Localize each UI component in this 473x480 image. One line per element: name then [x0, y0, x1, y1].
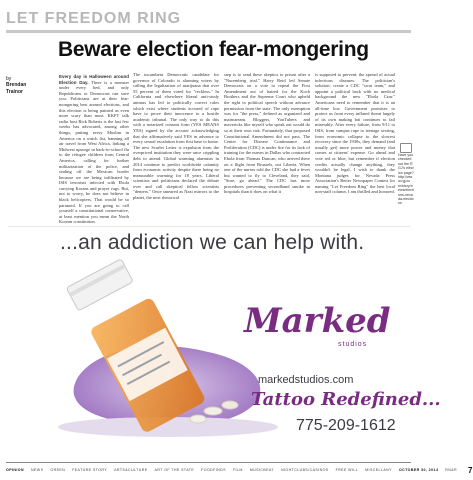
footer-nav-foodfinds[interactable]: FOODFINDS — [201, 468, 226, 472]
sidebar-note[interactable]: Have you checked out the RGJ's election page? http://www.rgj.com/story/news/elections-nevada-elections — [398, 153, 414, 206]
footer-nav-art-of-state[interactable]: ART OF THE STATE — [154, 468, 195, 472]
footer-nav-film[interactable]: FILM — [232, 468, 243, 472]
article-column-3 — [224, 72, 310, 212]
footer-nav-miscellany[interactable]: MISCELLANY — [365, 468, 392, 472]
laptop-icon — [400, 143, 412, 153]
footer-date: OCTOBER 30, 2014 — [398, 468, 439, 472]
ad-url[interactable]: markedstudios.com — [258, 374, 354, 386]
article-column-1 — [59, 74, 129, 225]
footer-nav-green[interactable]: GREEN — [50, 468, 66, 472]
page-number: 7 — [468, 465, 473, 475]
byline-name: Brendan — [6, 82, 27, 89]
article-text-3: step is to send these skeptics to prison after a "Nuremberg trial." Harry Reid led Senate Democrats on a vote to repeal the First Amendment out of hatred for the Koch Brothers and the Supreme Court who upheld the right to political speech without advance permission from the state. The only exemption was for "the press," defined as organized and mainstream. Bloggers, YouTubers and mavericks like myself who speak out would do so at their own risk. Fortunately, that proposed Constitutional Amendment did not pass. The Center for Disease Continuance and Proliferation (CDC) is under fire for its lack of training for the nurses in Dallas who contracted Ebola from Thomas Duncan, who arrived there on a flight from Brussels, not Liberia. When one of the nurses told the CDC she had a fever but wanted to fly to Cleveland, they said, "Sure, go ahead." The CDC has more procedures preventing secondhand smoke in hospitals than it does on what it — [224, 72, 310, 195]
byline — [6, 76, 50, 95]
footer-site: RN&R — [445, 468, 458, 472]
ad-brand-sub: studios — [338, 341, 368, 348]
footer-nav-feature[interactable]: FEATURE STORY — [72, 468, 108, 472]
article-column-4 — [315, 72, 395, 212]
byline-surname: Trainor — [6, 88, 23, 95]
page-footer — [6, 462, 473, 475]
section-divider — [6, 30, 411, 33]
ad-brand-logo: Marked — [244, 301, 391, 341]
ad-slogan: Tattoo Redefined... — [251, 389, 441, 410]
article-column-2 — [133, 72, 219, 212]
footer-nav-nightclubs[interactable]: NIGHTCLUBS/CASINOS — [281, 468, 329, 472]
article-text-4: is supposed to prevent: the spread of actual infectious diseases. The politician's solution: create a CDC "swat team," and appoint a political hack with no medical background the new "Ebola Czar." Americans need to remember that it is an all-time low. Government promises to protect us from every inflated threat largely of its own making but continues to fail miserably. After every failure, from 9/11 to ISIS, from campus rape to teenage sexting, from economic collapse to the slowest recovery since the 1930s, they demand (and usually get) more power and money that comes at citizens' expense. Go ahead and vote red or blue, but remember if election credits actually change anything, they wouldn't be legal. I wish to thank the Montana judges for Nevada Press Association's Better Newspaper Contest for naming "Let Freedom Ring" the best local non-staff column. I am thrilled and honored. — [315, 72, 395, 195]
advertisement[interactable] — [8, 226, 441, 449]
article-kicker: Every day is Halloween around Election Day. — [59, 74, 129, 85]
ad-phone[interactable]: 775-209-1612 — [296, 417, 396, 434]
footer-nav-arts[interactable]: ARTS&CULTURE — [114, 468, 148, 472]
headline: Beware election fear-mongering — [58, 38, 369, 61]
article-text-1: There is a monster under every bed, and only Republicans or Democrats can save you. Politicians are at their fear-mongering best around elections, and this election is being painted as even more scary than most. KKFT talk radio host Rick Roberts is the last few weeks has advocated, among other things, putting every Muslim in America on a watch list, banning all air travel from West Africa, linking a Midwest upsurge in back-to-school flu to the refugee children from Central America, calling for further militarization of the police, and sealing off the Mexican border because we are being infiltrated by ISIS terrorists infected with Ebola carrying Korans and prayer rugs. But, not to worry, he does not believe in black helicopters. That would be so paranoid. If you are going to call yourself a constitutional conservative, at least mention you mean the North Korean constitution. — [59, 79, 129, 225]
byline-by: by — [6, 76, 12, 82]
footer-nav-news[interactable]: NEWS — [30, 468, 44, 472]
article-text-2: The incumbent Democratic candidate for governor of Colorado is alarming voters by calling the legalization of marijuana that over 55 percent of them voted for "reckless." In California and elsewhere liberal anti-study animus has led to politically correct rules which exist where students accused of rape have to prove their innocence to a hostile academic tribunal. The only way to do this with a notarized consent form (YES MEANS YES) signed by the accuser acknowledging that she affirmatively said YES in advance to every sexual escalation from first base to home. The new Scarlet Letter is expulsion from the overpriced institution they were once crippling debt to attend. Global warming alarmists in 2014 continue to predict worldwide calamity from economic activity despite there being no measurable warming for 18 years. Liberal scientists and politicians declared the debate over and call skeptical fellow scientists "deniers." Once smeared as Nazi mirrors to the planet, the next rhetorical — [133, 72, 219, 201]
section-title: LET FREEDOM RING — [6, 10, 182, 27]
ad-tagline: ...an addiction we can help with. — [60, 231, 365, 254]
bottle-cap-icon — [66, 259, 133, 311]
footer-nav-free-will[interactable]: FREE WILL — [335, 468, 359, 472]
footer-nav-musicbeat[interactable]: MUSICBEAT — [249, 468, 275, 472]
footer-nav-opinion[interactable]: OPINION — [6, 468, 24, 472]
